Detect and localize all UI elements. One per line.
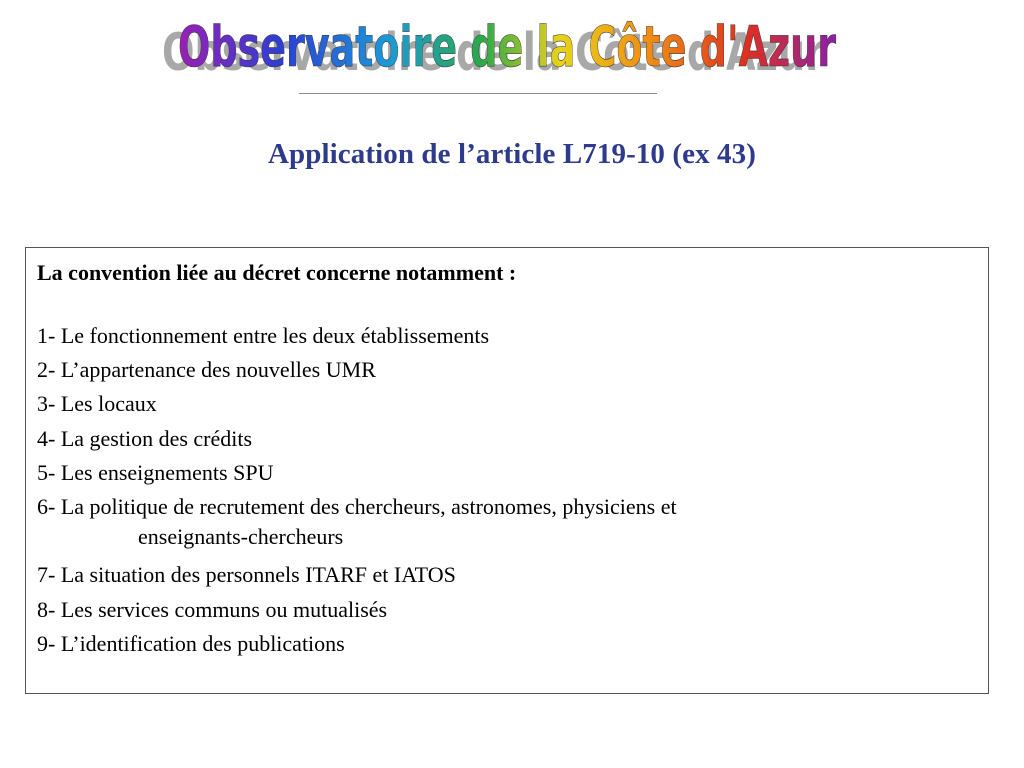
observatoire-logo <box>148 8 848 86</box>
logo-wordmark: Observatoire de la Côte d'Azur <box>178 15 837 80</box>
content-box <box>25 247 989 694</box>
list-item-text: 5- Les enseignements SPU <box>37 459 274 485</box>
list-item-continuation: enseignants-chercheurs <box>138 523 344 549</box>
list-item <box>37 560 677 594</box>
list-item-text: 1- Le fonctionnement entre les deux établissements <box>37 323 490 348</box>
list-item-text: 4- La gestion des crédits <box>37 425 253 451</box>
slide-title: Application de l’article L719-10 (ex 43) <box>267 138 757 170</box>
list-item-text: 3- Les locaux <box>37 391 157 417</box>
list-item <box>37 389 677 423</box>
list-item-text: 9- L’identification des publications <box>37 630 345 656</box>
list-item <box>37 355 677 389</box>
logo-shadow: Observatoire de la Côte d'Azur <box>162 23 825 83</box>
list-item-text: 2- L’appartenance des nouvelles UMR <box>37 357 376 383</box>
list-item-text: 7- La situation des personnels ITARF et IATOS <box>37 562 456 588</box>
list-item <box>37 492 677 560</box>
box-heading: La convention liée au décret concerne notamment : <box>37 260 517 285</box>
item-list <box>37 321 677 663</box>
list-item <box>37 321 677 355</box>
list-item <box>37 458 677 492</box>
logo-divider <box>299 93 657 94</box>
list-item-text: 6- La politique de recrutement des chercheurs, astronomes, physiciens et <box>37 493 677 519</box>
list-item-text: 8- Les services communs ou mutualisés <box>37 596 388 622</box>
list-item <box>37 629 677 663</box>
list-item <box>37 424 677 458</box>
list-item <box>37 595 677 629</box>
